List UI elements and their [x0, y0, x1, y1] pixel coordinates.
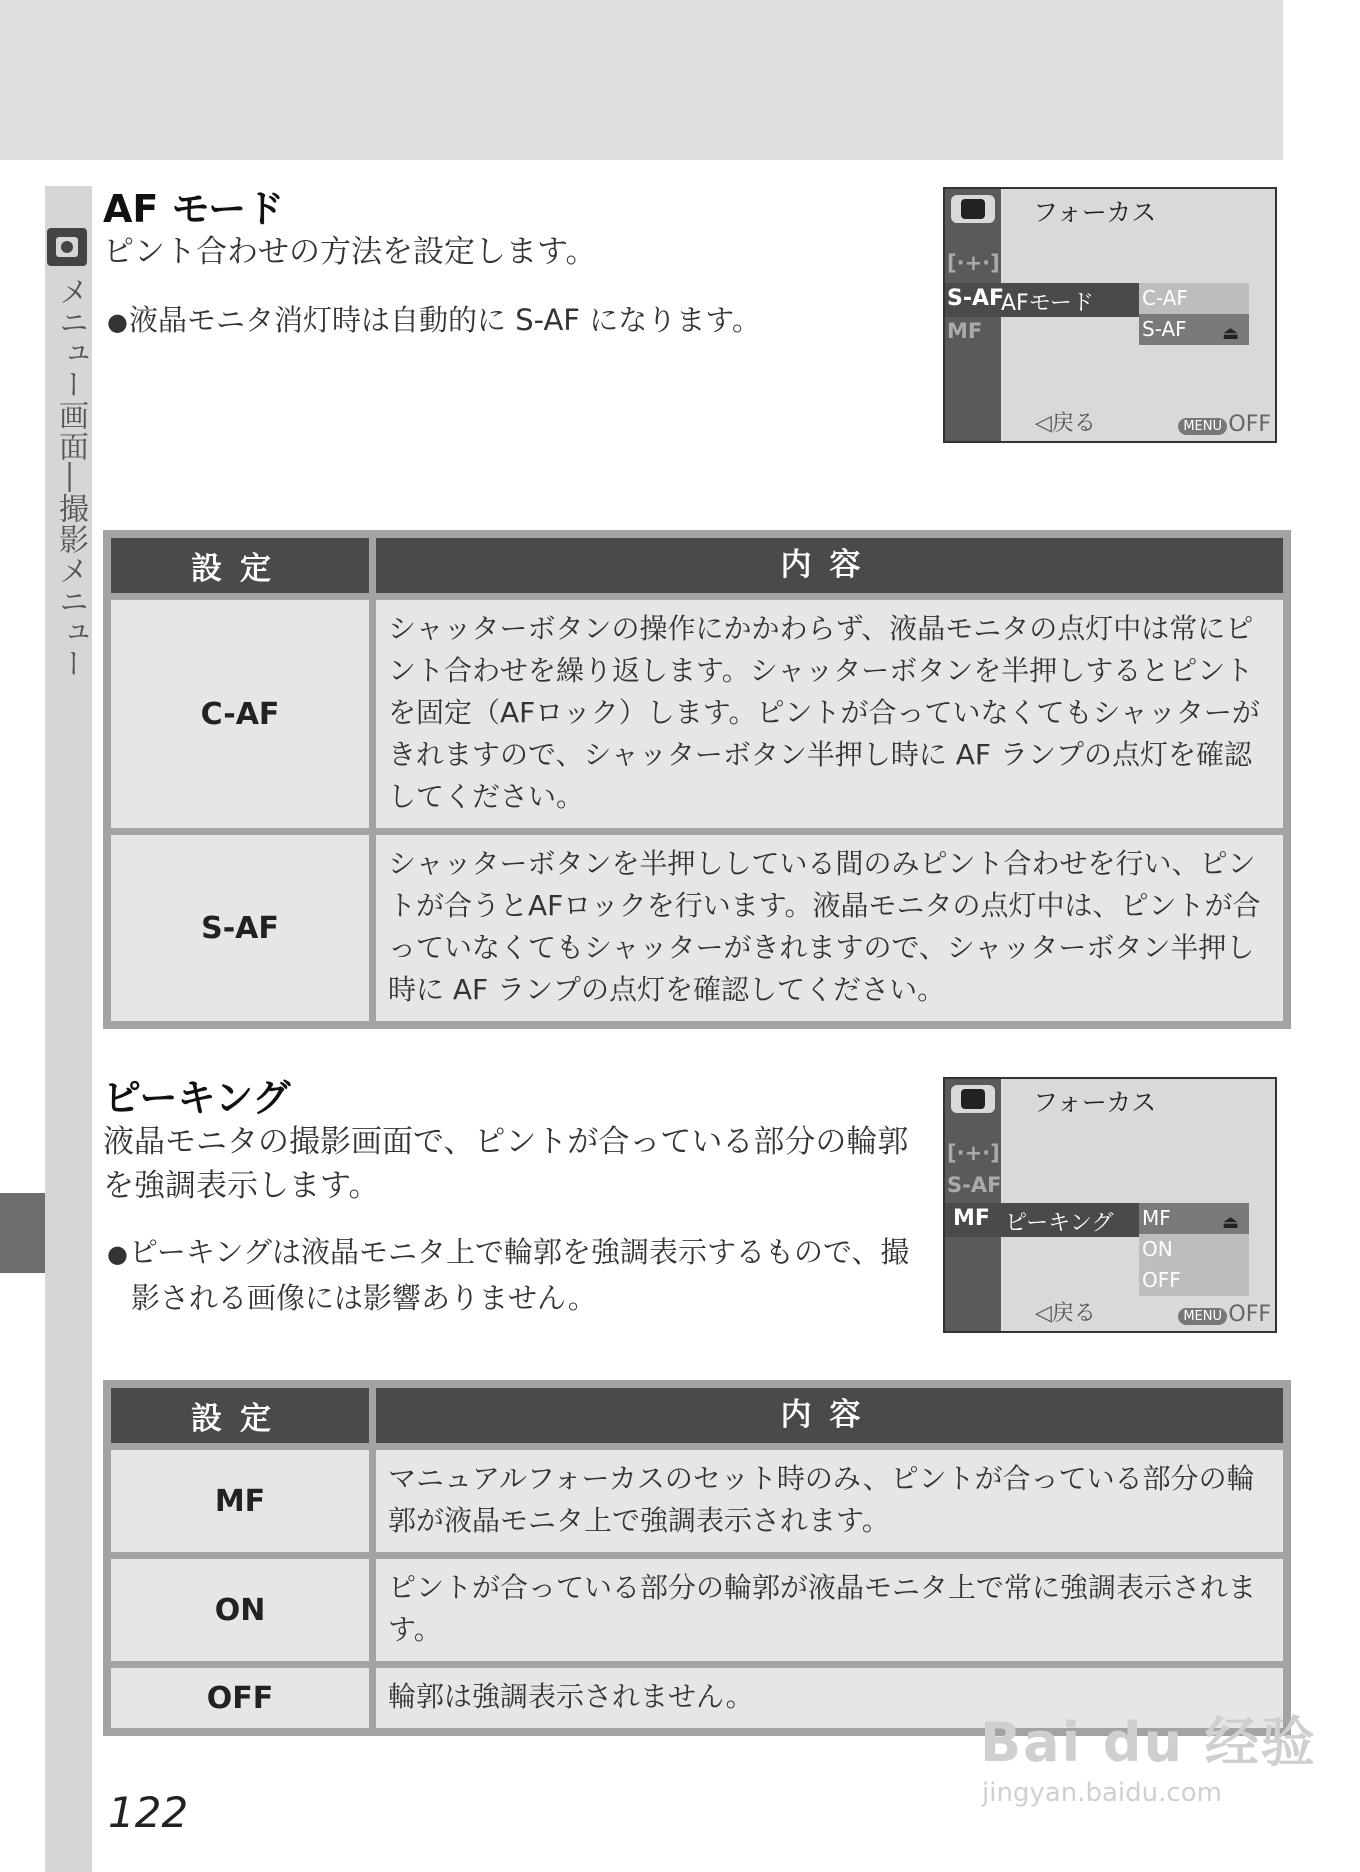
section-desc-peaking: 液晶モニタの撮影画面で、ピントが合っている部分の輪郭を強調表示します。	[103, 1124, 909, 1204]
lcd-title: フォーカス	[1033, 1088, 1157, 1117]
watermark-logo: Bai du 经验	[980, 1711, 1317, 1774]
lcd-option: OFF	[1142, 1268, 1181, 1292]
watermark-url: jingyan.baidu.com	[982, 1778, 1222, 1808]
lcd-focus-area-icon: [·+·]	[947, 251, 1000, 275]
lcd-back: ◁戻る	[1035, 411, 1096, 436]
lcd-options	[1139, 283, 1249, 345]
row-key: S-AF	[111, 835, 369, 1021]
bullet-peaking	[107, 1230, 927, 1320]
lcd-off: OFF	[1228, 1302, 1271, 1327]
side-label: メニュー画面―撮影メニュー	[53, 276, 88, 679]
chapter-marker	[0, 1193, 45, 1273]
lcd-focus-area-icon: [·+·]	[947, 1141, 1000, 1165]
lcd-back: ◁戻る	[1035, 1301, 1096, 1326]
table-row	[111, 835, 1283, 1021]
lcd-col-selected: MF	[953, 1206, 990, 1231]
bullet-text: ピーキングは液晶モニタ上で輪郭を強調表示するもので、撮影される画像には影響ありません。	[129, 1235, 910, 1315]
set-marker-icon: ⏏	[1221, 1212, 1239, 1233]
row-value: シャッターボタンを半押ししている間のみピント合わせを行い、ピントが合うとAFロックを行います。液晶モニタの点灯中は、ピントが合っていなくてもシャッターがきれますので、シャッターボタン半押し時に AF ランプの点灯を確認してください。	[376, 835, 1283, 1021]
camera-icon	[47, 228, 87, 266]
header-band	[0, 0, 1283, 160]
table-row	[111, 600, 1283, 828]
lcd-menu-badge: MENU	[1178, 418, 1227, 435]
section-title-peaking: ピーキング	[103, 1076, 291, 1120]
table-header	[111, 538, 1283, 593]
lcd-camera-icon	[951, 195, 995, 223]
lcd-col-other: MF	[947, 319, 983, 343]
lcd-off: OFF	[1228, 412, 1271, 437]
lcd-option: S-AF ⏏	[1139, 314, 1249, 345]
header-content: 内容	[376, 538, 1283, 593]
settings-table-peaking	[103, 1380, 1291, 1736]
lcd-col-other: S-AF	[947, 1173, 1002, 1197]
page-number: 122	[108, 1788, 189, 1837]
row-key: C-AF	[111, 600, 369, 828]
row-key: OFF	[111, 1668, 369, 1728]
table-row	[111, 1450, 1283, 1552]
section-desc-af-mode: ピント合わせの方法を設定します。	[103, 234, 597, 270]
lcd-screen-peaking	[943, 1077, 1277, 1333]
lcd-option: MF ⏏	[1139, 1203, 1249, 1234]
table-header	[111, 1388, 1283, 1443]
lcd-camera-icon	[951, 1085, 995, 1113]
set-marker-icon: ⏏	[1221, 323, 1239, 344]
row-value: マニュアルフォーカスのセット時のみ、ピントが合っている部分の輪郭が液晶モニタ上で強調表示されます。	[376, 1450, 1283, 1552]
row-value: ピントが合っている部分の輪郭が液晶モニタ上で常に強調表示されます。	[376, 1559, 1283, 1661]
row-key: ON	[111, 1559, 369, 1661]
header-setting: 設定	[111, 538, 369, 593]
lcd-col-selected: S-AF	[947, 286, 1005, 311]
bullet-text: 液晶モニタ消灯時は自動的に S-AF になります。	[129, 303, 761, 337]
bullet-af-mode	[107, 298, 887, 344]
lcd-item-label: AFモード	[1001, 291, 1094, 316]
lcd-options	[1139, 1203, 1249, 1296]
lcd-option: C-AF	[1142, 286, 1188, 310]
settings-table-af-mode	[103, 530, 1291, 1029]
row-value: 輪郭は強調表示されません。	[376, 1668, 1283, 1728]
lcd-menu-badge: MENU	[1178, 1308, 1227, 1325]
bullet-dot: ●	[107, 308, 128, 336]
lcd-screen-af-mode	[943, 187, 1277, 443]
bullet-dot: ●	[107, 1240, 128, 1268]
lcd-title: フォーカス	[1033, 198, 1157, 227]
row-key: MF	[111, 1450, 369, 1552]
table-row	[111, 1559, 1283, 1661]
header-setting: 設定	[111, 1388, 369, 1443]
lcd-option: ON	[1142, 1237, 1173, 1261]
header-content: 内容	[376, 1388, 1283, 1443]
section-title-af-mode: AF モード	[103, 187, 285, 231]
row-value: シャッターボタンの操作にかかわらず、液晶モニタの点灯中は常にピント合わせを繰り返します。シャッターボタンを半押しするとピントを固定（AFロック）します。ピントが合っていなくてもシャッターがきれますので、シャッターボタン半押し時に AF ランプの点灯を確認してください。	[376, 600, 1283, 828]
lcd-item-label: ピーキング	[1005, 1211, 1114, 1236]
